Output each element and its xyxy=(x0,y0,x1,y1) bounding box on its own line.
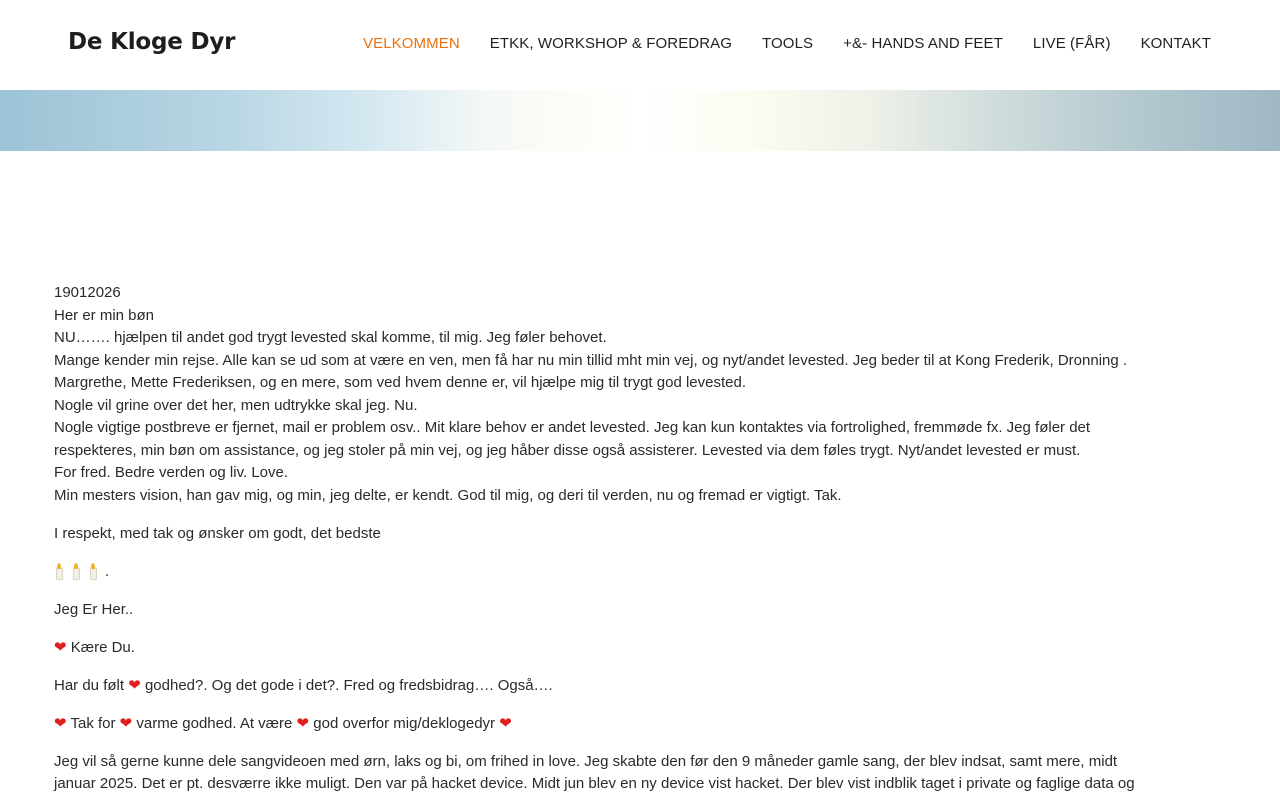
text-line: respekteres, min bøn om assistance, og jeg stoler på min vej, og jeg håber disse også assisterer. Levested via dem føles trygt. Nyt/andet levested er must. xyxy=(54,441,1081,459)
main-nav xyxy=(333,35,1211,52)
heart-icon: ❤ xyxy=(54,714,67,732)
tak-text-c: god overfor mig/deklogedyr xyxy=(313,714,496,732)
text-line: Nogle vigtige postbreve er fjernet, mail er problem osv.. Mit klare behov er andet levested. Jeg kan kun kontaktes via fortrolighed, fremmøde fx. Jeg føler det xyxy=(54,419,1091,436)
hero-banner-image xyxy=(0,90,1280,151)
heart-icon: ❤ xyxy=(128,676,141,694)
tak-paragraph xyxy=(54,713,1214,736)
site-logo[interactable]: De Kloge Dyr xyxy=(68,29,236,55)
candle-icon xyxy=(88,563,96,577)
text-line: Min mesters vision, han gav mig, og min, jeg delte, er kendt. God til mig, og deri til verden, nu og fremad er vigtigt. Tak. xyxy=(54,486,842,504)
heart-icon: ❤ xyxy=(119,714,133,732)
text-line: Mange kender min rejse. Alle kan se ud som at være en ven, men få har nu min tillid mht min vej, og nyt/andet levested. Jeg beder til at Kong Frederik, Dronning . xyxy=(54,351,1128,369)
candle-icon xyxy=(54,563,62,577)
candles-paragraph xyxy=(54,561,1214,584)
tak-text-a: Tak for xyxy=(70,714,116,732)
jeg-er-her-paragraph: Jeg Er Her.. xyxy=(54,600,134,618)
candles-suffix: . xyxy=(105,562,110,580)
song-paragraph xyxy=(54,751,1214,796)
respect-paragraph: I respekt, med tak og ønsker om godt, det bedste xyxy=(54,524,381,542)
site-header xyxy=(0,0,1280,90)
candle-icon xyxy=(71,563,79,577)
heart-icon: ❤ xyxy=(296,714,310,732)
heart-icon: ❤ xyxy=(499,714,512,732)
prayer-paragraph xyxy=(54,282,1214,507)
text-line: Nogle vil grine over det her, men udtrykke skal jeg. Nu. xyxy=(54,396,418,414)
text-line: Jeg vil så gerne kunne dele sangvideoen med ørn, laks og bi, om frihed in love. Jeg skabte den før den 9 måneder gamle sang, der blev indsat, samt mere, midt xyxy=(54,752,1118,770)
kaere-du-text: Kære Du. xyxy=(70,638,135,656)
goodness-text-a: Har du følt xyxy=(54,676,125,694)
text-line: For fred. Bedre verden og liv. Love. xyxy=(54,464,289,481)
nav-item-hands-and-feet[interactable]: +&- HANDS AND FEET xyxy=(843,35,1003,52)
goodness-paragraph xyxy=(54,675,1214,698)
tak-text-b: varme godhed. At være xyxy=(136,714,293,732)
heart-icon: ❤ xyxy=(54,638,67,656)
nav-item-tools[interactable]: TOOLS xyxy=(762,35,814,52)
post-date: 19012026 xyxy=(54,284,121,301)
nav-item-etkk-workshop-foredrag[interactable]: ETKK, WORKSHOP & FOREDRAG xyxy=(489,35,733,52)
nav-item-live-faar[interactable]: LIVE (FÅR) xyxy=(1032,35,1111,52)
post-content xyxy=(54,282,1214,811)
text-line: NU……. hjælpen til andet god trygt levested skal komme, til mig. Jeg føler behovet. xyxy=(54,329,607,346)
nav-item-velkommen[interactable]: VELKOMMEN xyxy=(363,35,460,52)
text-line: Margrethe, Mette Frederiksen, og en mere, som ved hvem denne er, vil hjælpe mig til trygt god levested. xyxy=(54,374,746,391)
text-line: Her er min bøn xyxy=(54,306,155,324)
goodness-text-b: godhed?. Og det gode i det?. Fred og fredsbidrag…. Også…. xyxy=(144,676,553,694)
kaere-du-paragraph xyxy=(54,637,1214,660)
text-line: januar 2025. Det er pt. desværre ikke muligt. Den var på hacket device. Midt jun blev en ny device vist hacket. Der blev vist indblik taget i private og faglige data og xyxy=(54,775,1135,792)
nav-item-kontakt[interactable]: KONTAKT xyxy=(1140,35,1211,52)
